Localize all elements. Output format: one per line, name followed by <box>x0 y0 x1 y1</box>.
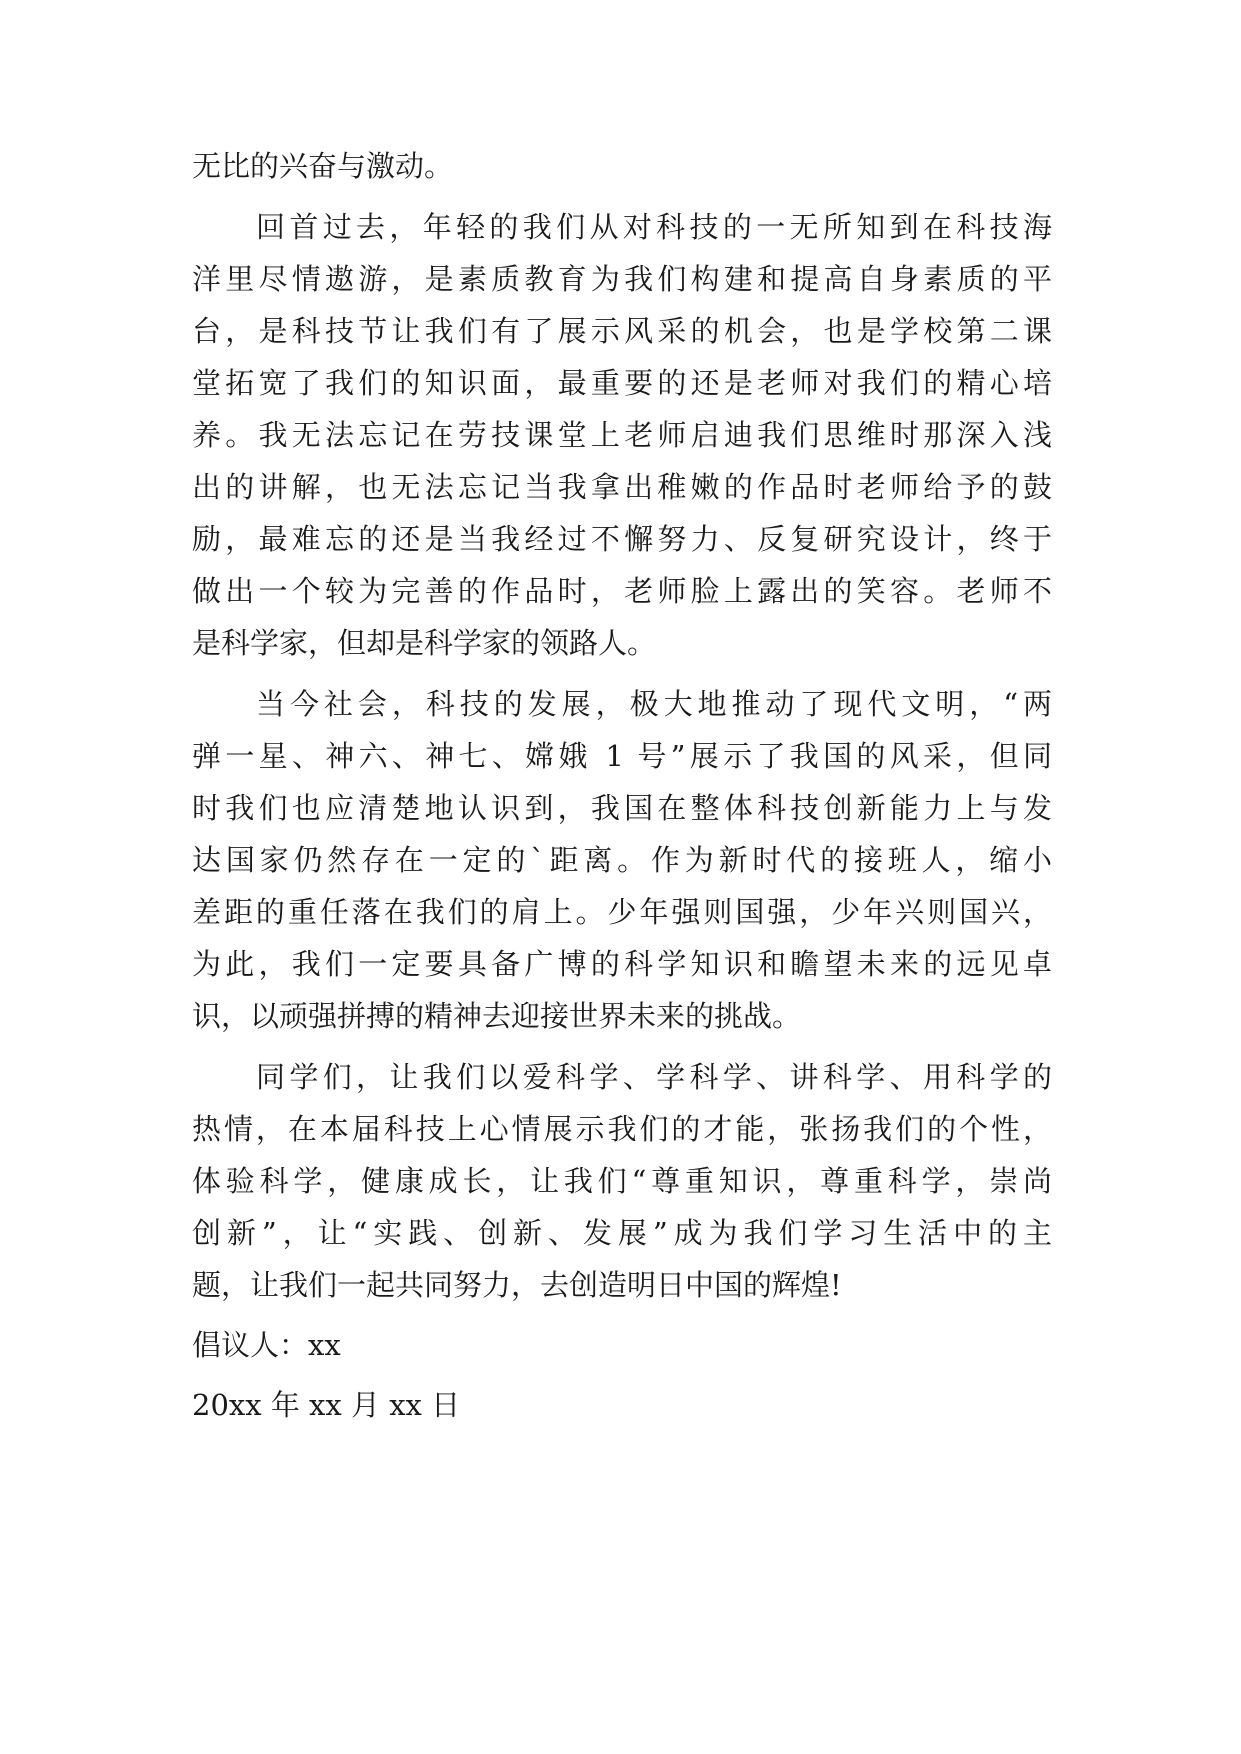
paragraph-3-line-2: 弹一星、神六、神七、嫦娥 1 号”展示了我国的风采，但同 <box>192 739 1052 773</box>
paragraph-4-line-1: 同学们，让我们以爱科学、学科学、讲科学、用科学的 <box>256 1060 1052 1094</box>
paragraph-2-line-9: 是科学家，但却是科学家的领路人。 <box>192 626 657 660</box>
paragraph-2-line-6: 出的讲解，也无法忘记当我拿出稚嫩的作品时老师给予的鼓 <box>192 470 1052 504</box>
paragraph-3-line-5: 差距的重任落在我们的肩上。少年强则国强，少年兴则国兴， <box>192 895 1052 929</box>
paragraph-2-line-7: 励，最难忘的还是当我经过不懈努力、反复研究设计，终于 <box>192 522 1052 556</box>
paragraph-1-line-1: 无比的兴奋与激动。 <box>192 149 454 183</box>
paragraph-3-line-6: 为此，我们一定要具备广博的科学知识和瞻望未来的远见卓 <box>192 947 1052 981</box>
paragraph-2-line-3: 台，是科技节让我们有了展示风采的机会，也是学校第二课 <box>192 314 1052 348</box>
paragraph-4-line-4: 创新”，让“实践、创新、发展”成为我们学习生活中的主 <box>192 1216 1052 1250</box>
paragraph-2-line-4: 堂拓宽了我们的知识面，最重要的还是老师对我们的精心培 <box>192 366 1052 400</box>
date: 20xx 年 xx 月 xx 日 <box>192 1388 461 1422</box>
paragraph-2-line-5: 养。我无法忘记在劳技课堂上老师启迪我们思维时那深入浅 <box>192 418 1052 452</box>
signature: 倡议人：xx <box>192 1328 341 1362</box>
paragraph-3-line-1: 当今社会，科技的发展，极大地推动了现代文明，“两 <box>256 687 1052 721</box>
paragraph-3-line-4: 达国家仍然存在一定的`距离。作为新时代的接班人，缩小 <box>192 843 1052 877</box>
paragraph-3-line-3: 时我们也应清楚地认识到，我国在整体科技创新能力上与发 <box>192 791 1052 825</box>
paragraph-2-line-2: 洋里尽情遨游，是素质教育为我们构建和提高自身素质的平 <box>192 262 1052 296</box>
paragraph-4-line-3: 体验科学，健康成长，让我们“尊重知识，尊重科学，崇尚 <box>192 1164 1052 1198</box>
paragraph-4-line-5: 题，让我们一起共同努力，去创造明日中国的辉煌! <box>192 1268 842 1302</box>
paragraph-2-line-1: 回首过去，年轻的我们从对科技的一无所知到在科技海 <box>256 210 1052 244</box>
paragraph-2-line-8: 做出一个较为完善的作品时，老师脸上露出的笑容。老师不 <box>192 574 1052 608</box>
paragraph-3-line-7: 识，以顽强拼搏的精神去迎接世界未来的挑战。 <box>192 999 802 1033</box>
paragraph-4-line-2: 热情，在本届科技上心情展示我们的才能，张扬我们的个性， <box>192 1112 1052 1146</box>
